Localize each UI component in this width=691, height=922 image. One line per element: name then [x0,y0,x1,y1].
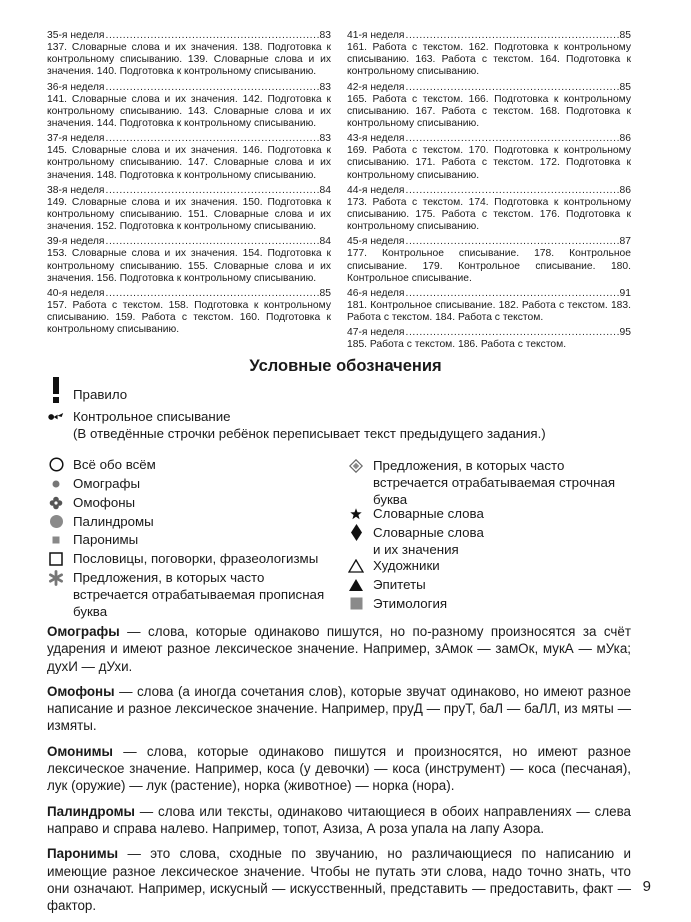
toc-entry-text: 145. Словарные слова и их значения. 146. Подготовка к контрольному списыванию. 147. Словарные слова и их значения. 148. Подготовка к контрольному списыванию. [47,145,331,181]
toc-entry-text: 173. Работа с текстом. 174. Подготовка к контрольному списыванию. 175. Работа с текстом. 176. Подготовка к контрольному списыванию. [347,196,631,233]
toc-entry-heading [347,82,631,94]
definition-term: Омонимы [47,743,113,759]
pen-icon [48,408,64,425]
toc-leader-dots [405,82,618,94]
toc-entry-text: 137. Словарные слова и их значения. 138. Подготовка к контрольному списыванию. 139. Словарные слова и их значения. 140. Подготовка к контрольному списыванию. [47,42,331,78]
toc-entry [47,82,331,131]
toc-entry-heading [47,288,331,300]
toc-page: 87 [619,236,631,248]
toc-page: 95 [619,327,631,339]
toc-entry [347,327,631,351]
toc-entry-heading [47,30,331,42]
toc-page: 85 [319,288,331,300]
toc-leader-dots [405,327,618,339]
toc-leader-dots [105,133,318,145]
toc-entry [347,185,631,234]
toc-page: 91 [619,288,631,300]
toc-entry-heading [47,185,331,197]
toc-week: 35-я неделя [47,30,105,41]
toc-page: 86 [619,184,631,196]
toc-entry-heading [47,236,331,248]
gray-square-icon [348,595,364,612]
small-dot-icon [48,475,64,492]
toc-leader-dots [105,30,318,42]
definition-text: — это слова, сходные по звучанию, но различающиеся по написанию и имеющие разное лексическое значение. Чтобы не путать эти слова, надо точно знать, что они означают. Например, искусный — искусственный, представить — предоставить, факт — фактор. [47,846,631,914]
legend-label: Словарные слова и их значения [373,525,484,557]
toc-entry [347,30,631,79]
toc-week: 44-я неделя [347,184,405,196]
legend-label: Правило [73,387,128,402]
legend-item [48,513,348,530]
toc-entry-text: 185. Работа с текстом. 186. Работа с текстом. [347,339,567,351]
legend-label: Этимология [373,596,448,611]
definition-term: Паронимы [47,846,119,862]
legend-item [348,576,638,593]
toc-leader-dots [405,236,618,248]
definition [47,803,631,838]
toc-page: 84 [319,184,331,196]
toc-page: 83 [319,81,331,93]
diamond-outline-icon [348,457,364,474]
legend-title: Условные обозначения [249,357,442,375]
toc-page: 83 [319,133,331,145]
legend-item [348,557,638,574]
toc-page: 86 [619,133,631,145]
toc-right-column [347,30,631,354]
toc-entry-text: 141. Словарные слова и их значения. 142. Подготовка к контрольному списыванию. 143. Словарные слова и их значения. 144. Подготовка к контрольному списыванию. [47,93,331,130]
toc-entry [347,133,631,182]
square-outline-icon [48,550,64,567]
toc-week: 36-я неделя [47,81,105,93]
legend-item [48,377,648,403]
legend-item [348,505,638,522]
toc-leader-dots [105,82,318,94]
toc-leader-dots [405,185,618,197]
toc-entry [47,133,331,182]
legend-label: Паронимы [73,532,139,547]
toc-entry [347,288,631,324]
definition-term: Палиндромы [47,803,135,819]
legend-item [48,408,648,442]
toc-leader-dots [405,288,618,300]
legend-label: Предложения, в которых часто встречается отрабатываемая строчная буква [373,458,616,507]
toc-page: 83 [319,30,331,41]
toc-entry-heading [347,185,631,197]
toc-entry-text: 157. Работа с текстом. 158. Подготовка к контрольному списыванию. 159. Работа с текстом. 160. Подготовка к контрольному списыванию. [47,300,331,336]
toc-week: 47-я неделя [347,327,405,339]
toc-page: 85 [619,81,631,93]
legend-item [48,456,348,473]
toc-entry-text: 161. Работа с текстом. 162. Подготовка к контрольному списыванию. 163. Работа с текстом. 164. Подготовка к контрольному списыванию. [347,42,631,78]
toc-entry-heading [347,236,631,248]
toc-week: 38-я неделя [47,184,105,196]
flower-icon [48,494,64,511]
legend-item [48,531,348,548]
triangle-outline-icon [348,557,364,574]
toc-page: 84 [319,236,331,248]
toc-entry-text: 181. Контрольное списывание. 182. Работа с текстом. 183. Работа с текстом. 184. Работа с текстом. [347,300,631,324]
filled-triangle-icon [348,576,364,593]
toc-leader-dots [405,133,618,145]
toc-week: 42-я неделя [347,81,405,93]
legend-label: Предложения, в которых часто встречается отрабатываемая прописная буква [73,570,325,619]
definition-text: — слова или тексты, одинаково читающиеся в обоих направлениях — слева направо и справа налево. Например, топот, Азиза, А роза упала на лапу Азора. [47,803,631,836]
legend-item [48,550,348,567]
toc-leader-dots [105,185,318,197]
small-square-icon [48,531,64,548]
asterisk-icon [48,569,64,586]
legend-label: Пословицы, поговорки, фразеологизмы [73,551,319,566]
filled-diamond-icon [348,524,364,541]
definitions [47,623,631,922]
toc-week: 43-я неделя [347,133,405,145]
toc-week: 39-я неделя [47,236,105,248]
toc-leader-dots [405,30,618,42]
toc-week: 45-я неделя [347,236,405,248]
toc-week: 37-я неделя [47,133,105,145]
exclamation-icon [48,377,64,403]
toc-entry-text: 177. Контрольное списывание. 178. Контрольное списывание. 179. Контрольное списывание. 180. Контрольное списывание. [347,248,631,284]
toc-entry [347,82,631,131]
toc-entry-text: 149. Словарные слова и их значения. 150. Подготовка к контрольному списыванию. 151. Словарные слова и их значения. 152. Подготовка к контрольному списыванию. [47,196,331,233]
toc-entry-heading [347,327,631,339]
toc-leader-dots [105,288,318,300]
toc-entry-heading [47,82,331,94]
definition-term: Омофоны [47,683,115,699]
definition [47,623,631,675]
toc-week: 40-я неделя [47,288,105,300]
toc-leader-dots [105,236,318,248]
definition-term: Омографы [47,624,120,639]
filled-circle-icon [48,513,64,530]
legend-label: Контрольное списывание (В отведённые строчки ребёнок переписывает текст предыдущего задания.) [73,409,546,441]
legend-item [348,595,638,612]
legend-label: Художники [373,558,440,573]
definition [47,683,631,735]
toc-week: 46-я неделя [347,288,405,300]
legend-item [348,524,638,558]
toc-entry-text: 169. Работа с текстом. 170. Подготовка к контрольному списыванию. 171. Работа с текстом. 172. Подготовка к контрольному списыванию. [347,145,631,181]
toc-page: 85 [619,30,631,41]
toc-entry-text: 165. Работа с текстом. 166. Подготовка к контрольному списыванию. 167. Работа с текстом. 168. Подготовка к контрольному списыванию. [347,93,631,130]
legend-label: Всё обо всём [73,457,156,472]
toc-entry-heading [47,133,331,145]
toc-entry [47,30,331,79]
toc-left-column [47,30,331,339]
definition-text: — слова, которые одинаково пишутся, но по-разному произносятся за счёт ударения и имеют разное лексическое значение. Например, зАмок — замОк, мукА — мУка; духИ — дУхи. [47,624,631,674]
toc-entry-heading [347,30,631,42]
legend-item [348,457,638,508]
legend-item [48,494,348,511]
legend-label: Омографы [73,476,141,491]
toc-entry [47,236,331,285]
toc-entry [47,185,331,234]
definition [47,743,631,795]
toc-entry-heading [347,288,631,300]
legend-item [48,475,348,492]
toc-entry-heading [347,133,631,145]
toc-entry [47,288,331,337]
legend-label: Словарные слова [373,506,484,521]
definition-text: — слова, которые одинаково пишутся и произносятся, но имеют разное лексическое значение. Например, коса (у девочки) — коса (инструмент) — коса (песчаная), лук (оружие) — лук (растение), норка (животное) — норка (нора). [47,743,631,794]
legend-label: Омофоны [73,495,136,510]
page-number: 9 [642,878,651,895]
legend-item [48,569,348,620]
toc-week: 41-я неделя [347,30,405,41]
toc-entry-text: 153. Словарные слова и их значения. 154. Подготовка к контрольному списыванию. 155. Словарные слова и их значения. 156. Подготовка к контрольному списыванию. [47,248,331,284]
circle-outline-icon [48,456,64,473]
legend-label: Эпитеты [373,577,426,592]
definition [47,845,631,914]
legend-label: Палиндромы [73,514,154,529]
definition-text: — слова (а иногда сочетания слов), которые звучат одинаково, но имеют разное написание и разное лексическое значение. Например, пруД — пруТ, баЛ — баЛЛ, из мяты — измяты. [47,683,631,734]
star-icon [348,505,364,522]
toc-entry [347,236,631,285]
